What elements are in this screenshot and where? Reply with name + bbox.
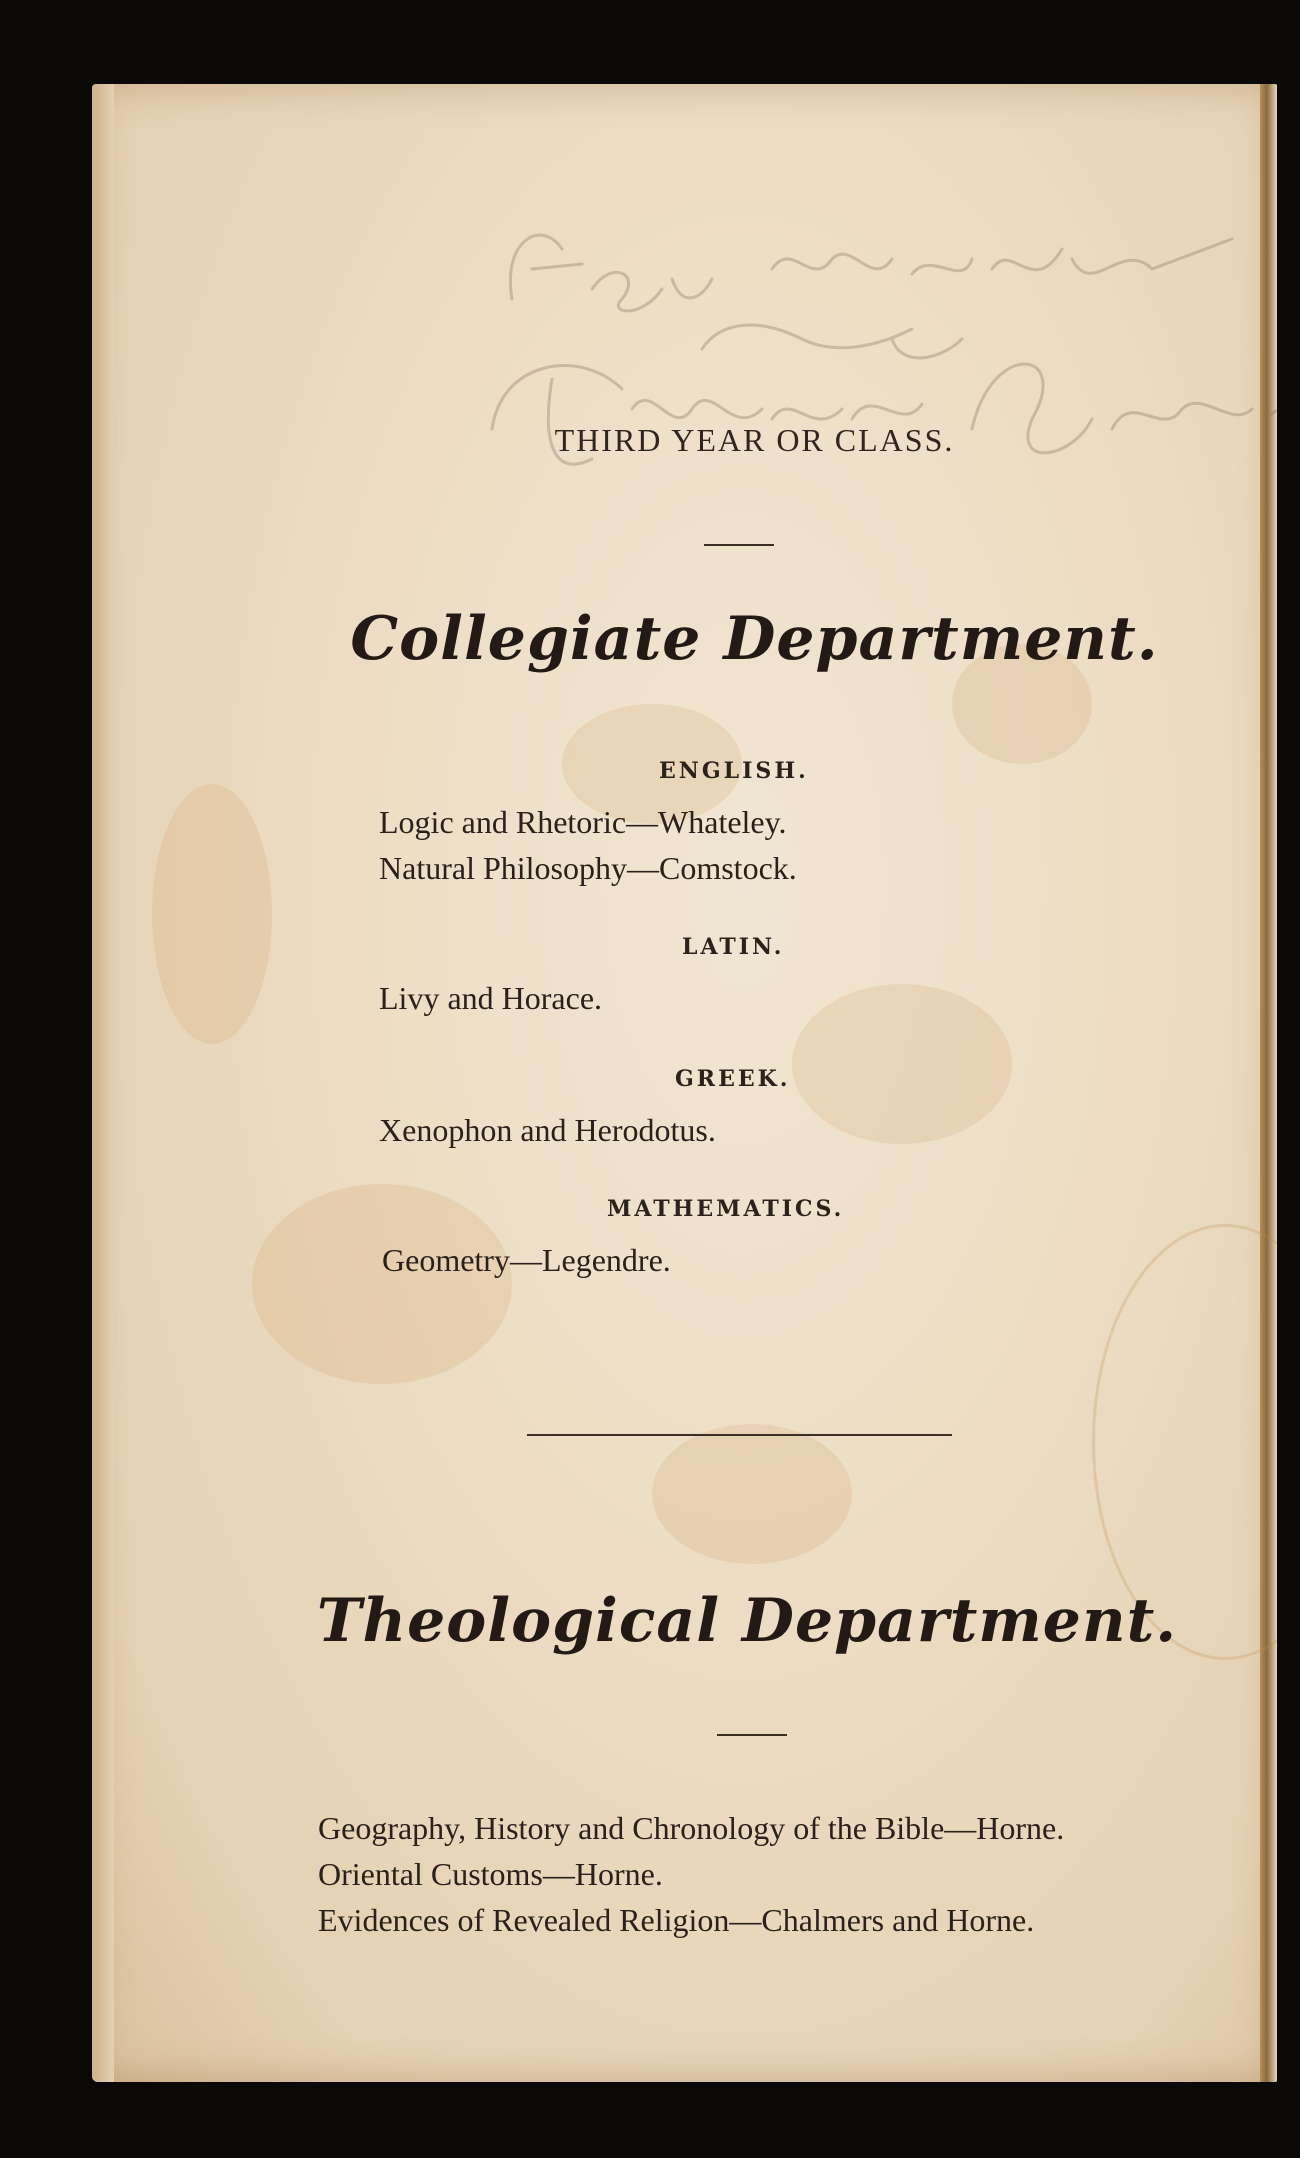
course-line: Livy and Horace. bbox=[379, 980, 603, 1016]
section-heading-mathematics: MATHEMATICS. bbox=[607, 1196, 845, 1222]
page-edge bbox=[92, 84, 114, 2082]
section-heading-greek: GREEK. bbox=[675, 1066, 791, 1092]
section-divider bbox=[527, 1434, 952, 1436]
foxing-stain bbox=[652, 1424, 852, 1564]
section-heading-english: ENGLISH. bbox=[659, 758, 809, 784]
course-line: Xenophon and Herodotus. bbox=[379, 1112, 716, 1148]
theological-department-heading: Theological Department. bbox=[316, 1586, 1178, 1656]
course-line: Oriental Customs—Horne. bbox=[318, 1856, 663, 1892]
course-line: Evidences of Revealed Religion—Chalmers and Horne. bbox=[318, 1902, 1035, 1938]
course-line: Logic and Rhetoric—Whateley. bbox=[379, 804, 787, 840]
section-heading-latin: LATIN. bbox=[682, 934, 785, 960]
foxing-stain bbox=[252, 1184, 512, 1384]
course-line: Geometry—Legendre. bbox=[382, 1242, 671, 1278]
handwritten-signature bbox=[472, 179, 1277, 519]
theological-divider bbox=[717, 1734, 787, 1736]
book-page bbox=[92, 84, 1277, 2082]
course-line: Geography, History and Chronology of the Bible—Horne. bbox=[318, 1810, 1065, 1846]
title-divider bbox=[704, 544, 774, 546]
page-title: THIRD YEAR OR CLASS. bbox=[554, 422, 955, 458]
collegiate-department-heading: Collegiate Department. bbox=[350, 604, 1159, 674]
book-spine bbox=[1260, 84, 1277, 2082]
foxing-stain bbox=[152, 784, 272, 1044]
foxing-stain bbox=[792, 984, 1012, 1144]
course-line: Natural Philosophy—Comstock. bbox=[379, 850, 797, 886]
